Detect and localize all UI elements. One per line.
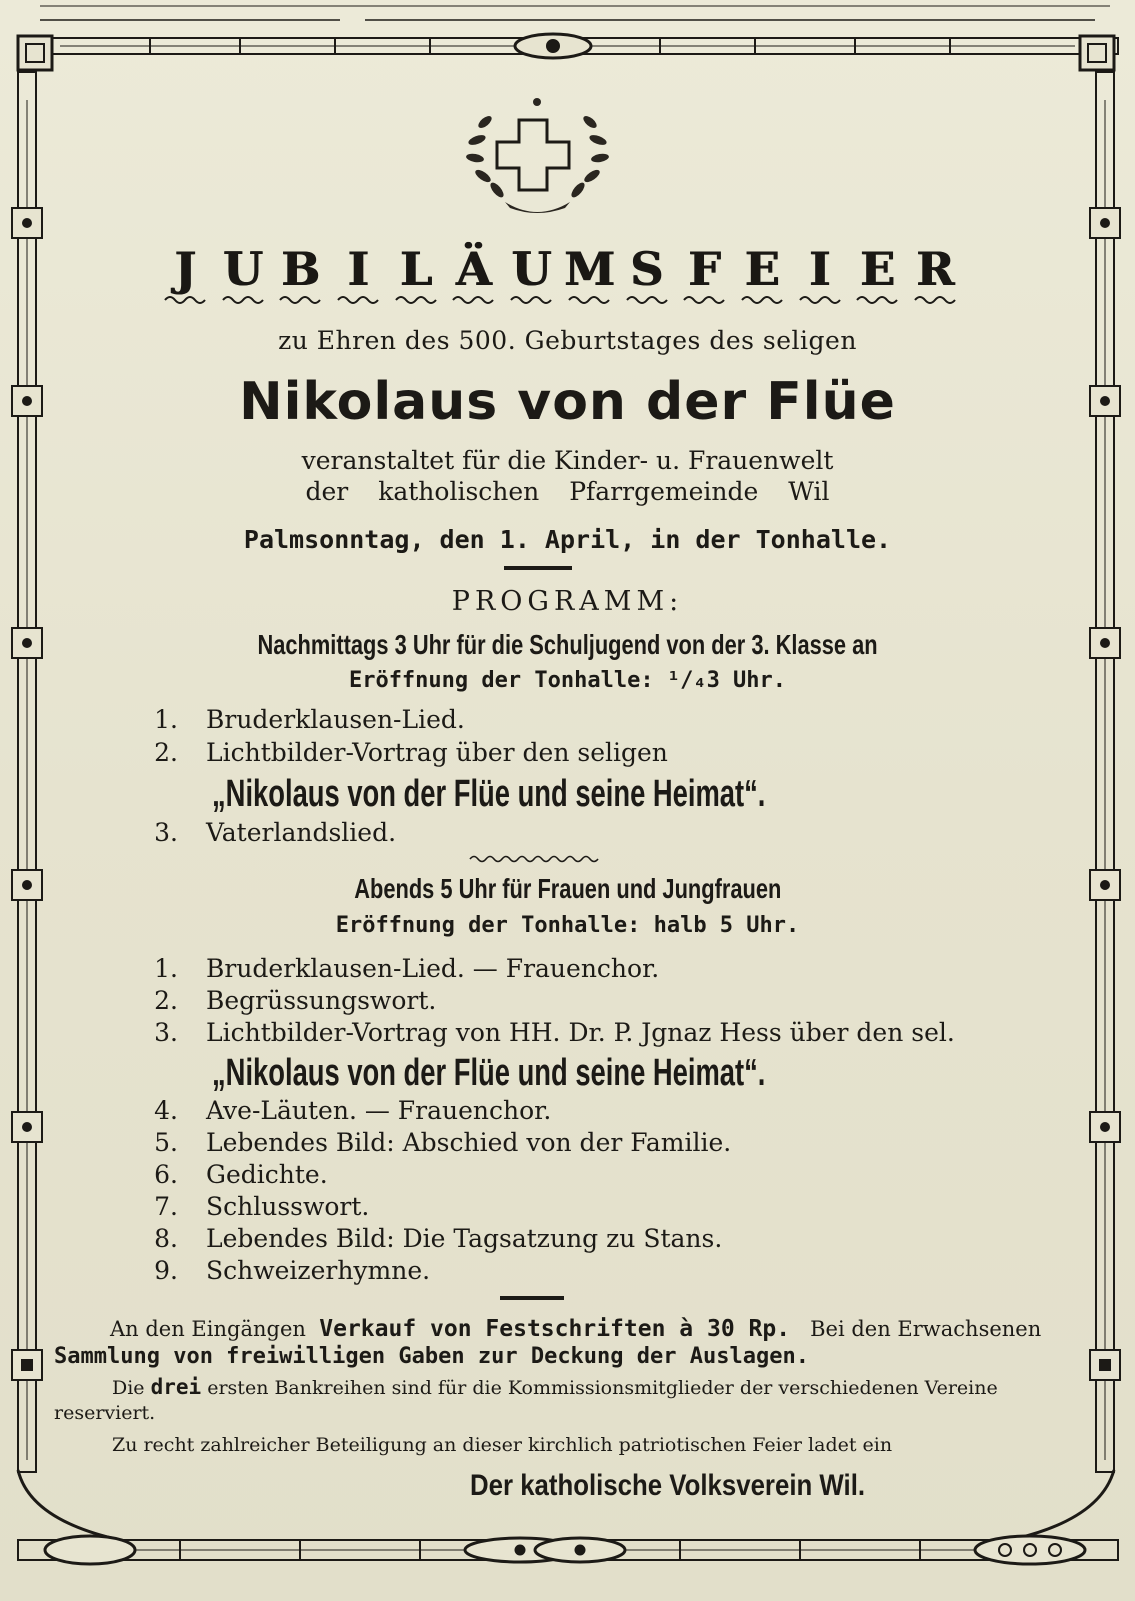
list-item: Bruderklausen-Lied. — Frauenchor. <box>206 954 660 983</box>
lecture-title: „Nikolaus von der Flüe und seine Heimat“. <box>212 1052 766 1094</box>
evening-opening: Eröffnung der Tonhalle: halb 5 Uhr. <box>335 913 800 938</box>
date-place: Palmsonntag, den 1. April, in der Tonhalle. <box>243 525 892 554</box>
laurel-wreath-icon <box>465 98 609 213</box>
title-letter: I <box>795 243 845 307</box>
item-number: 6. <box>154 1160 178 1189</box>
item-number: 3. <box>154 818 178 847</box>
title-letter: U <box>506 243 556 307</box>
list-item: Bruderklausen-Lied. <box>206 705 465 734</box>
title-letter: E <box>737 243 787 307</box>
signature-organization: Der katholische Volksverein Wil. <box>470 1469 866 1502</box>
afternoon-heading: Nachmittags 3 Uhr für die Schuljugend von der 3. Klasse an <box>257 629 878 660</box>
item-number: 1. <box>154 705 178 734</box>
item-number: 4. <box>154 1096 178 1125</box>
divider <box>500 1296 564 1300</box>
list-item: Lebendes Bild: Die Tagsatzung zu Stans. <box>206 1224 723 1253</box>
item-number: 2. <box>154 986 178 1015</box>
parish-line: der katholischen Pfarrgemeinde Wil <box>305 477 830 506</box>
list-item: Schweizerhymne. <box>206 1256 431 1285</box>
item-number: 2. <box>154 738 178 767</box>
organized-for: veranstaltet für die Kinder- u. Frauenwelt <box>301 446 834 475</box>
divider <box>504 566 572 570</box>
title-letter: Ä <box>448 243 498 307</box>
collection-note: Sammlung von freiwilligen Gaben zur Deckung der Auslagen. <box>54 1344 809 1369</box>
honoree-name: Nikolaus von der Flüe <box>239 372 896 432</box>
afternoon-opening: Eröffnung der Tonhalle: ¹/₄3 Uhr. <box>348 668 787 693</box>
title-letter: U <box>218 243 268 307</box>
list-item: Lebendes Bild: Abschied von der Familie. <box>206 1128 732 1157</box>
lecture-title: „Nikolaus von der Flüe und seine Heimat“. <box>212 773 766 815</box>
title-letter: B <box>275 243 325 307</box>
title-letter: J <box>160 243 210 307</box>
evening-heading: Abends 5 Uhr für Frauen und Jungfrauen <box>353 873 782 904</box>
reserved-note-cont: reserviert. <box>54 1402 156 1424</box>
item-number: 8. <box>154 1224 178 1253</box>
item-number: 3. <box>154 1018 178 1047</box>
title-letter: E <box>852 243 902 307</box>
list-item: Lichtbilder-Vortrag über den seligen <box>206 738 668 767</box>
title-letter: M <box>564 243 614 307</box>
sales-note: An den Eingängen Verkauf von Festschriften à 30 Rp. Bei den Erwachsenen <box>110 1316 1042 1342</box>
title-letter: I <box>333 243 383 307</box>
invitation: Zu recht zahlreicher Beteiligung an dieser kirchlich patriotischen Feier ladet ein <box>112 1434 893 1456</box>
title-letter: S <box>622 243 672 307</box>
title-letter: R <box>910 243 960 307</box>
list-item: Begrüssungswort. <box>206 986 437 1015</box>
reserved-note: Die drei ersten Bankreihen sind für die Kommissionsmitglieder der verschiedenen Vereine <box>112 1375 998 1399</box>
wavy-divider <box>468 853 603 865</box>
title-jubilaeumsfeier <box>160 243 960 313</box>
item-number: 1. <box>154 954 178 983</box>
list-item: Gedichte. <box>206 1160 328 1189</box>
title-letter: F <box>679 243 729 307</box>
list-item: Schlusswort. <box>206 1192 370 1221</box>
swiss-cross-emblem <box>455 92 620 222</box>
title-letter: L <box>391 243 441 307</box>
list-item: Vaterlandslied. <box>206 818 397 847</box>
program-heading: PROGRAMM: <box>451 586 684 617</box>
subtitle: zu Ehren des 500. Geburtstages des seligen <box>278 326 857 355</box>
list-item: Ave-Läuten. — Frauenchor. <box>206 1096 552 1125</box>
item-number: 7. <box>154 1192 178 1221</box>
item-number: 9. <box>154 1256 178 1285</box>
item-number: 5. <box>154 1128 178 1157</box>
list-item: Lichtbilder-Vortrag von HH. Dr. P. Jgnaz Hess über den sel. <box>206 1018 955 1047</box>
